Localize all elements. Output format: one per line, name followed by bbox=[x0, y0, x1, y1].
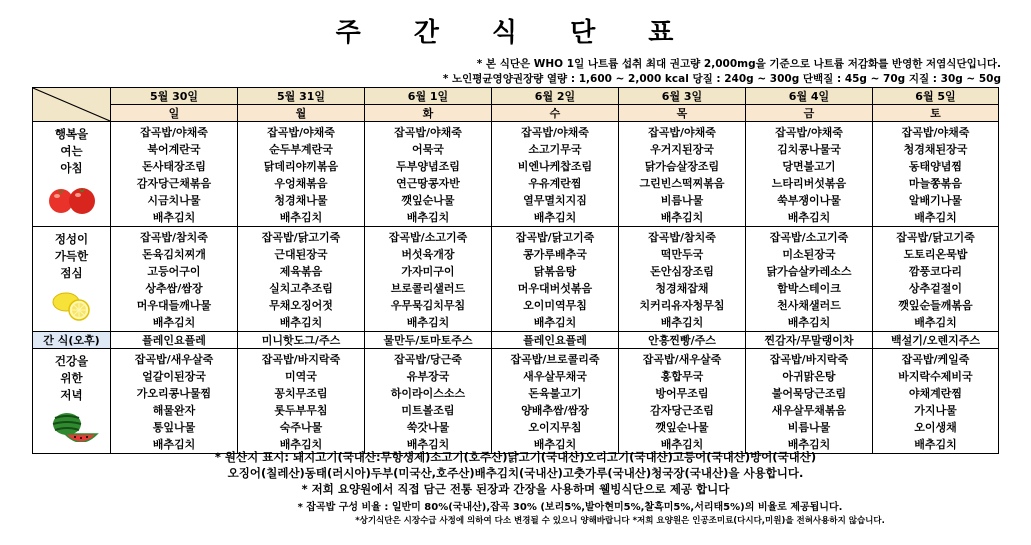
dinner-row bbox=[33, 349, 999, 454]
date-cell: 6월 1일 bbox=[365, 88, 492, 105]
menu-cell: 잡곡밥/야채죽 청경채된장국 동태양념찜 마늘쫑볶음 알배기나물 배추김치 bbox=[873, 122, 999, 227]
menu-cell: 잡곡밥/참치죽 돈육김치찌개 고등어구이 상추쌈/쌈장 머우대들깨나물 배추김치 bbox=[111, 227, 238, 332]
menu-cell: 잡곡밥/야채죽 우거지된장국 닭가슴살장조림 그린빈스떡찌볶음 비름나물 배추김치 bbox=[619, 122, 746, 227]
day-cell: 월 bbox=[238, 105, 365, 122]
breakfast-row bbox=[33, 122, 999, 227]
day-cell: 목 bbox=[619, 105, 746, 122]
date-cell: 6월 5일 bbox=[873, 88, 999, 105]
date-cell: 5월 31일 bbox=[238, 88, 365, 105]
day-cell: 수 bbox=[492, 105, 619, 122]
date-cell: 6월 4일 bbox=[746, 88, 873, 105]
dinner-label: 건강을 위한 저녁 bbox=[33, 349, 111, 454]
lunch-label: 정성이 가득한 점심 bbox=[33, 227, 111, 332]
snack-cell: 안흥찐빵/주스 bbox=[619, 332, 746, 349]
date-row bbox=[33, 88, 999, 105]
day-cell: 일 bbox=[111, 105, 238, 122]
menu-cell: 잡곡밥/참치죽 떡만두국 돈안심장조림 청경채잡채 치커리유자청무침 배추김치 bbox=[619, 227, 746, 332]
day-cell: 토 bbox=[873, 105, 999, 122]
diagonal-line bbox=[33, 88, 110, 121]
snack-cell: 물만두/토마토주스 bbox=[365, 332, 492, 349]
breakfast-label: 행복을 여는 아침 bbox=[33, 122, 111, 227]
menu-cell: 잡곡밥/바지락죽 아귀맑은탕 불어묵당근조림 새우살무채볶음 비름나물 배추김치 bbox=[746, 349, 873, 454]
watermelon-icon bbox=[45, 410, 99, 442]
menu-cell: 잡곡밥/닭고기죽 콩가루배추국 닭볶음탕 머우대버섯볶음 오이미역무침 배추김치 bbox=[492, 227, 619, 332]
lemon-icon bbox=[50, 288, 94, 322]
snack-cell: 미니핫도그/주스 bbox=[238, 332, 365, 349]
page-title: 주 간 식 단 표 bbox=[335, 18, 696, 48]
menu-cell: 잡곡밥/소고기죽 버섯육개장 가자미구이 브로콜리샐러드 우무묵김치무침 배추김치 bbox=[365, 227, 492, 332]
nutrition-note: * 노인평균영양권장량 열량 : 1,600 ~ 2,000 kcal 당질 : 240g ~ 300g 단백질 : 45g ~ 70g 지질 : 30g ~ 50g bbox=[442, 73, 1001, 85]
tomato-icon bbox=[45, 183, 99, 215]
menu-cell: 잡곡밥/야채죽 순두부계란국 닭데리야끼볶음 우엉채볶음 청경채나물 배추김치 bbox=[238, 122, 365, 227]
origin-note: * 원산지 표시: 돼지고기(국내산:무항생제)소고기(호주산)닭고기(국내산)오리고기(국내산)고등어(국내산)방어(국내산) bbox=[214, 450, 817, 464]
day-row bbox=[33, 105, 999, 122]
menu-cell: 잡곡밥/소고기죽 미소된장국 닭가슴살카레소스 함박스테이크 천사채샐러드 배추김치 bbox=[746, 227, 873, 332]
menu-cell: 잡곡밥/새우살죽 홍합무국 방어무조림 감자당근조림 깻잎순나물 배추김치 bbox=[619, 349, 746, 454]
snack-cell: 찐감자/무말랭이차 bbox=[746, 332, 873, 349]
date-cell: 6월 2일 bbox=[492, 88, 619, 105]
menu-cell: 잡곡밥/브로콜리죽 새우살무채국 돈육불고기 양배추쌈/쌈장 오이지무침 배추김치 bbox=[492, 349, 619, 454]
menu-cell: 잡곡밥/야채죽 북어계란국 돈사태장조림 감자당근채볶음 시금치나물 배추김치 bbox=[111, 122, 238, 227]
lunch-row bbox=[33, 227, 999, 332]
corner-cell bbox=[33, 88, 111, 122]
grain-ratio-note: * 잡곡밥 구성 비율 : 일반미 80%(국내산),잡곡 30% (보리5%,발아현미5%,찰흑미5%,서리태5%)의 비율로 제공됩니다. bbox=[297, 502, 843, 513]
change-disclaimer: *상기식단은 시장수급 사정에 의하여 다소 변경될 수 있으니 양해바랍니다 *저희 요양원은 인공조미료(다시다,미원)을 전혀사용하지 않습니다. bbox=[355, 516, 885, 526]
menu-cell: 잡곡밥/새우살죽 얼갈이된장국 가오리콩나물찜 해물완자 통잎나물 배추김치 bbox=[111, 349, 238, 454]
snack-label: 간 식(오후) bbox=[33, 332, 111, 349]
day-cell: 화 bbox=[365, 105, 492, 122]
date-cell: 5월 30일 bbox=[111, 88, 238, 105]
date-cell: 6월 3일 bbox=[619, 88, 746, 105]
sodium-note: * 본 식단은 WHO 1일 나트륨 섭취 최대 권고량 2,000mg을 기준으로 나트륨 저감화를 반영한 저염식단입니다. bbox=[476, 58, 1001, 70]
snack-cell: 플레인요플레 bbox=[111, 332, 238, 349]
sauce-note: * 저희 요양원에서 직접 담근 전통 된장과 간장을 사용하며 웰빙식단으로 제공 합니다 bbox=[301, 482, 730, 496]
menu-cell: 잡곡밥/야채죽 김치콩나물국 당면불고기 느타리버섯볶음 쑥부쟁이나물 배추김치 bbox=[746, 122, 873, 227]
menu-cell: 잡곡밥/야채죽 소고기무국 비엔나케찹조림 우유계란찜 열무멸치지짐 배추김치 bbox=[492, 122, 619, 227]
snack-cell: 백설기/오렌지주스 bbox=[873, 332, 999, 349]
menu-cell: 잡곡밥/바지락죽 미역국 꽁치무조림 롯두부무침 숙주나물 배추김치 bbox=[238, 349, 365, 454]
menu-cell: 잡곡밥/닭고기죽 근대된장국 제육볶음 실치고추조림 무채오징어젓 배추김치 bbox=[238, 227, 365, 332]
day-cell: 금 bbox=[746, 105, 873, 122]
menu-cell: 잡곡밥/닭고기죽 도토리온묵밥 깜풍코다리 상추겉절이 깻잎순들깨볶음 배추김치 bbox=[873, 227, 999, 332]
snack-cell: 플레인요플레 bbox=[492, 332, 619, 349]
origin-note-continued: 오징어(칠레산)동태(러시아)두부(미국산,호주산)배추김치(국내산)고춧가루(국내산)청국장(국내산)을 사용합니다. bbox=[227, 466, 804, 480]
menu-cell: 잡곡밥/당근죽 유부장국 하이라이스소스 미트볼조림 쑥갓나물 배추김치 bbox=[365, 349, 492, 454]
snack-row bbox=[33, 332, 999, 349]
menu-cell: 잡곡밥/야채죽 어묵국 두부양념조림 연근땅콩자반 깻잎순나물 배추김치 bbox=[365, 122, 492, 227]
weekly-menu-table bbox=[32, 87, 999, 454]
menu-cell: 잡곡밥/케일죽 바지락수제비국 야채계란찜 가지나물 오이생채 배추김치 bbox=[873, 349, 999, 454]
